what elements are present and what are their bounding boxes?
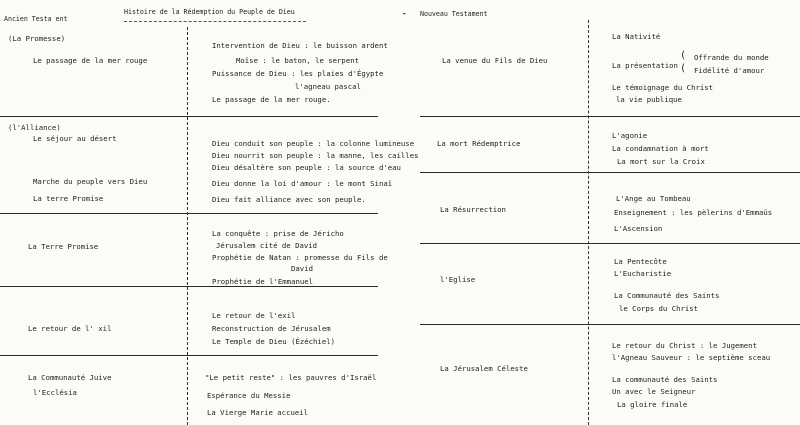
left-rule-2 bbox=[0, 213, 378, 214]
bullet-mark: ⁃ bbox=[402, 10, 407, 20]
line-text: Dieu désaltère son peuple : la source d'eau bbox=[212, 163, 401, 172]
event-sejour-desert: Le séjour au désert bbox=[33, 134, 117, 143]
line-text: La condamnation à mort bbox=[612, 144, 709, 153]
line-text: Intervention de Dieu : le buisson ardent bbox=[212, 41, 388, 50]
line-text: le Corps du Christ bbox=[619, 304, 699, 313]
event-venue-fils: La venue du Fils de Dieu bbox=[442, 56, 548, 65]
line-text: Dieu conduit son peuple : la colonne lumineuse bbox=[212, 139, 415, 148]
line-text: La Nativité bbox=[612, 32, 661, 41]
line-text: Le témoignage du Christ bbox=[612, 83, 714, 92]
line-text: Fidélité d'amour bbox=[694, 66, 765, 75]
line-text: La Vierge Marie accueil bbox=[207, 408, 309, 417]
line-text: Un avec le Seigneur bbox=[612, 387, 696, 396]
line-text: La Pentecôte bbox=[614, 257, 667, 266]
event-ecclesia: l'Ecclésia bbox=[33, 388, 77, 397]
page-title: Histoire de la Rédemption du Peuple de Dieu bbox=[124, 8, 295, 16]
line-text: Le retour de l'exil bbox=[212, 311, 296, 320]
right-rule-3 bbox=[420, 243, 800, 244]
event-communaute-juive: La Communauté Juive bbox=[28, 373, 112, 382]
event-terre-promise: La terre Promise bbox=[33, 194, 104, 203]
line-text: La conquête : prise de Jéricho bbox=[212, 229, 344, 238]
event-passage-mer-rouge: Le passage de la mer rouge bbox=[33, 56, 148, 65]
line-text: Le Temple de Dieu (Ézéchiel) bbox=[212, 337, 336, 346]
right-rule-1 bbox=[420, 116, 800, 117]
line-text: Offrande du monde bbox=[694, 53, 769, 62]
line-text: Le retour du Christ : le Jugement bbox=[612, 341, 757, 350]
line-text: L'Ascension bbox=[614, 224, 663, 233]
line-text: l'Agneau Sauveur : le septième sceau bbox=[612, 353, 771, 362]
paren-mark: ( bbox=[680, 50, 687, 61]
line-text: Puissance de Dieu : les plaies d'Égypte bbox=[212, 69, 384, 78]
event-jerusalem-celeste: La Jérusalem Céleste bbox=[440, 364, 528, 373]
line-text: Dieu donne la loi d'amour : le mont Sinaï bbox=[212, 179, 393, 188]
line-text: "Le petit reste" : les pauvres d'Israël bbox=[205, 373, 377, 382]
event-retour-exil: Le retour de l' xil bbox=[28, 324, 112, 333]
section-label-promesse: (La Promesse) bbox=[8, 34, 66, 43]
line-text: Le passage de la mer rouge. bbox=[212, 95, 331, 104]
left-rule-3 bbox=[0, 286, 378, 287]
line-text: Moïse : le baton, le serpent bbox=[236, 56, 360, 65]
line-text: Enseignement : les pèlerins d'Emmaüs bbox=[614, 208, 773, 217]
line-text: Reconstruction de Jérusalem bbox=[212, 324, 331, 333]
new-testament-heading: Nouveau Testament bbox=[420, 10, 488, 18]
line-text: L'Ange au Tombeau bbox=[616, 194, 691, 203]
line-text: La présentation bbox=[612, 61, 678, 70]
line-text: David bbox=[291, 264, 313, 273]
line-text: Prophétie de Natan : promesse du Fils de bbox=[212, 253, 388, 262]
left-rule-4 bbox=[0, 355, 378, 356]
event-eglise: l'Eglise bbox=[440, 275, 476, 284]
line-text: Dieu fait alliance avec son peuple. bbox=[212, 195, 366, 204]
line-text: Prophétie de l'Emmanuel bbox=[212, 277, 314, 286]
line-text: Espérance du Messie bbox=[207, 391, 291, 400]
line-text: la vie publique bbox=[616, 95, 682, 104]
line-text: La mort sur la Croix bbox=[617, 157, 705, 166]
event-marche-peuple: Marche du peuple vers Dieu bbox=[33, 177, 148, 186]
left-rule-1 bbox=[0, 116, 378, 117]
title-underline bbox=[124, 21, 306, 22]
right-rule-4 bbox=[420, 324, 800, 325]
old-testament-heading: Ancien Testa ent bbox=[4, 15, 68, 23]
line-text: La gloire finale bbox=[617, 400, 688, 409]
paren-mark: ( bbox=[680, 63, 687, 74]
line-text: l'agneau pascal bbox=[295, 82, 361, 91]
right-column-divider bbox=[588, 20, 589, 425]
event-resurrection: La Résurrection bbox=[440, 205, 506, 214]
line-text: Dieu nourrit son peuple : la manne, les cailles bbox=[212, 151, 419, 160]
line-text: L'Eucharistie bbox=[614, 269, 672, 278]
line-text: Jérusalem cité de David bbox=[216, 241, 318, 250]
line-text: L'agonie bbox=[612, 131, 648, 140]
right-rule-2 bbox=[420, 172, 800, 173]
left-column-divider bbox=[187, 27, 188, 425]
section-label-alliance: (l'Alliance) bbox=[8, 123, 61, 132]
line-text: La Communauté des Saints bbox=[614, 291, 720, 300]
line-text: La communauté des Saints bbox=[612, 375, 718, 384]
event-terre-promise-section: La Terre Promise bbox=[28, 242, 99, 251]
event-mort-redemptrice: La mort Rédemptrice bbox=[437, 139, 521, 148]
